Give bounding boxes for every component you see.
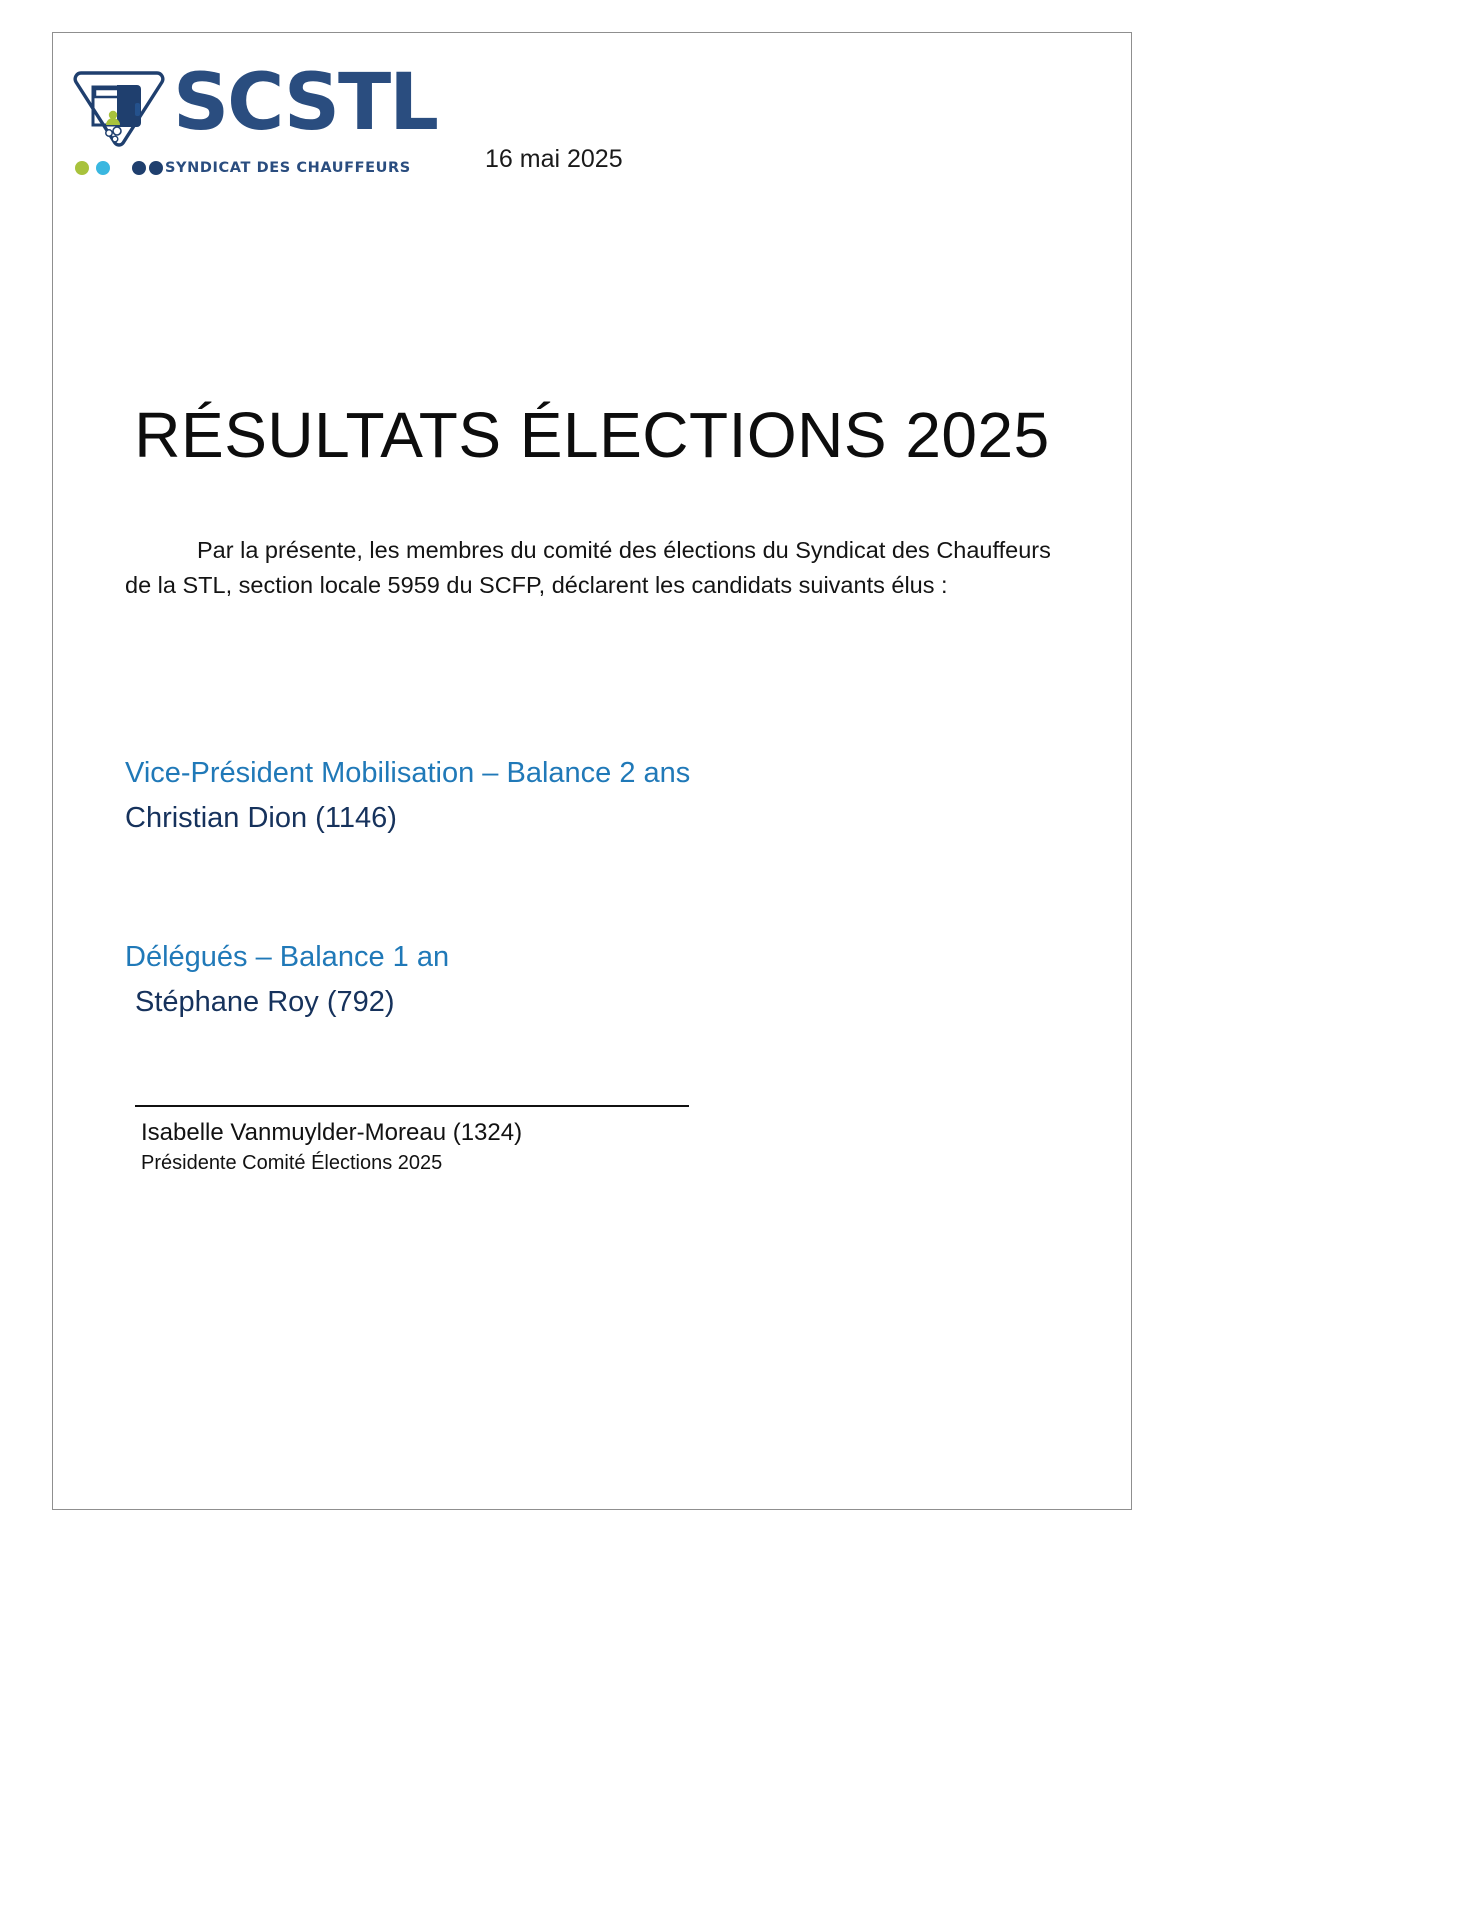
intro-paragraph: Par la présente, les membres du comité des élections du Syndicat des Chauffeurs de la STL, section locale 5959 du SCFP, déclarent les candidats suivants élus : <box>125 537 1051 598</box>
logo-wordmark: SCSTL <box>173 58 437 148</box>
document-page <box>52 32 1132 1510</box>
document-date: 16 mai 2025 <box>485 145 623 173</box>
document-header <box>53 33 1131 193</box>
position-title: Délégués – Balance 1 an <box>125 941 450 973</box>
navy-dot-icon-2 <box>149 161 163 175</box>
logo-tagline: SYNDICAT DES CHAUFFEURS <box>165 160 411 176</box>
cyan-dot-icon <box>96 161 110 175</box>
logo-tagline-row <box>75 157 411 179</box>
green-dot-icon <box>75 161 89 175</box>
navy-dot-icon-1 <box>132 161 146 175</box>
elected-candidate: Christian Dion (1146) <box>125 802 397 834</box>
signature-block <box>135 1105 835 1177</box>
signatory-name: Isabelle Vanmuylder-Moreau (1324) <box>141 1119 523 1146</box>
funnel-bus-triangle-icon <box>73 63 165 151</box>
logo-top-row <box>69 58 437 153</box>
result-group <box>125 753 1065 839</box>
results-list <box>125 753 1065 1023</box>
result-group <box>125 937 1065 1023</box>
scstl-logo <box>69 58 437 183</box>
elected-candidate: Stéphane Roy (792) <box>135 986 395 1018</box>
signature-line <box>135 1105 689 1107</box>
signatory-role: Présidente Comité Élections 2025 <box>141 1152 443 1174</box>
position-title: Vice-Président Mobilisation – Balance 2 ans <box>125 757 691 789</box>
page-title: RÉSULTATS ÉLECTIONS 2025 <box>134 399 1050 471</box>
